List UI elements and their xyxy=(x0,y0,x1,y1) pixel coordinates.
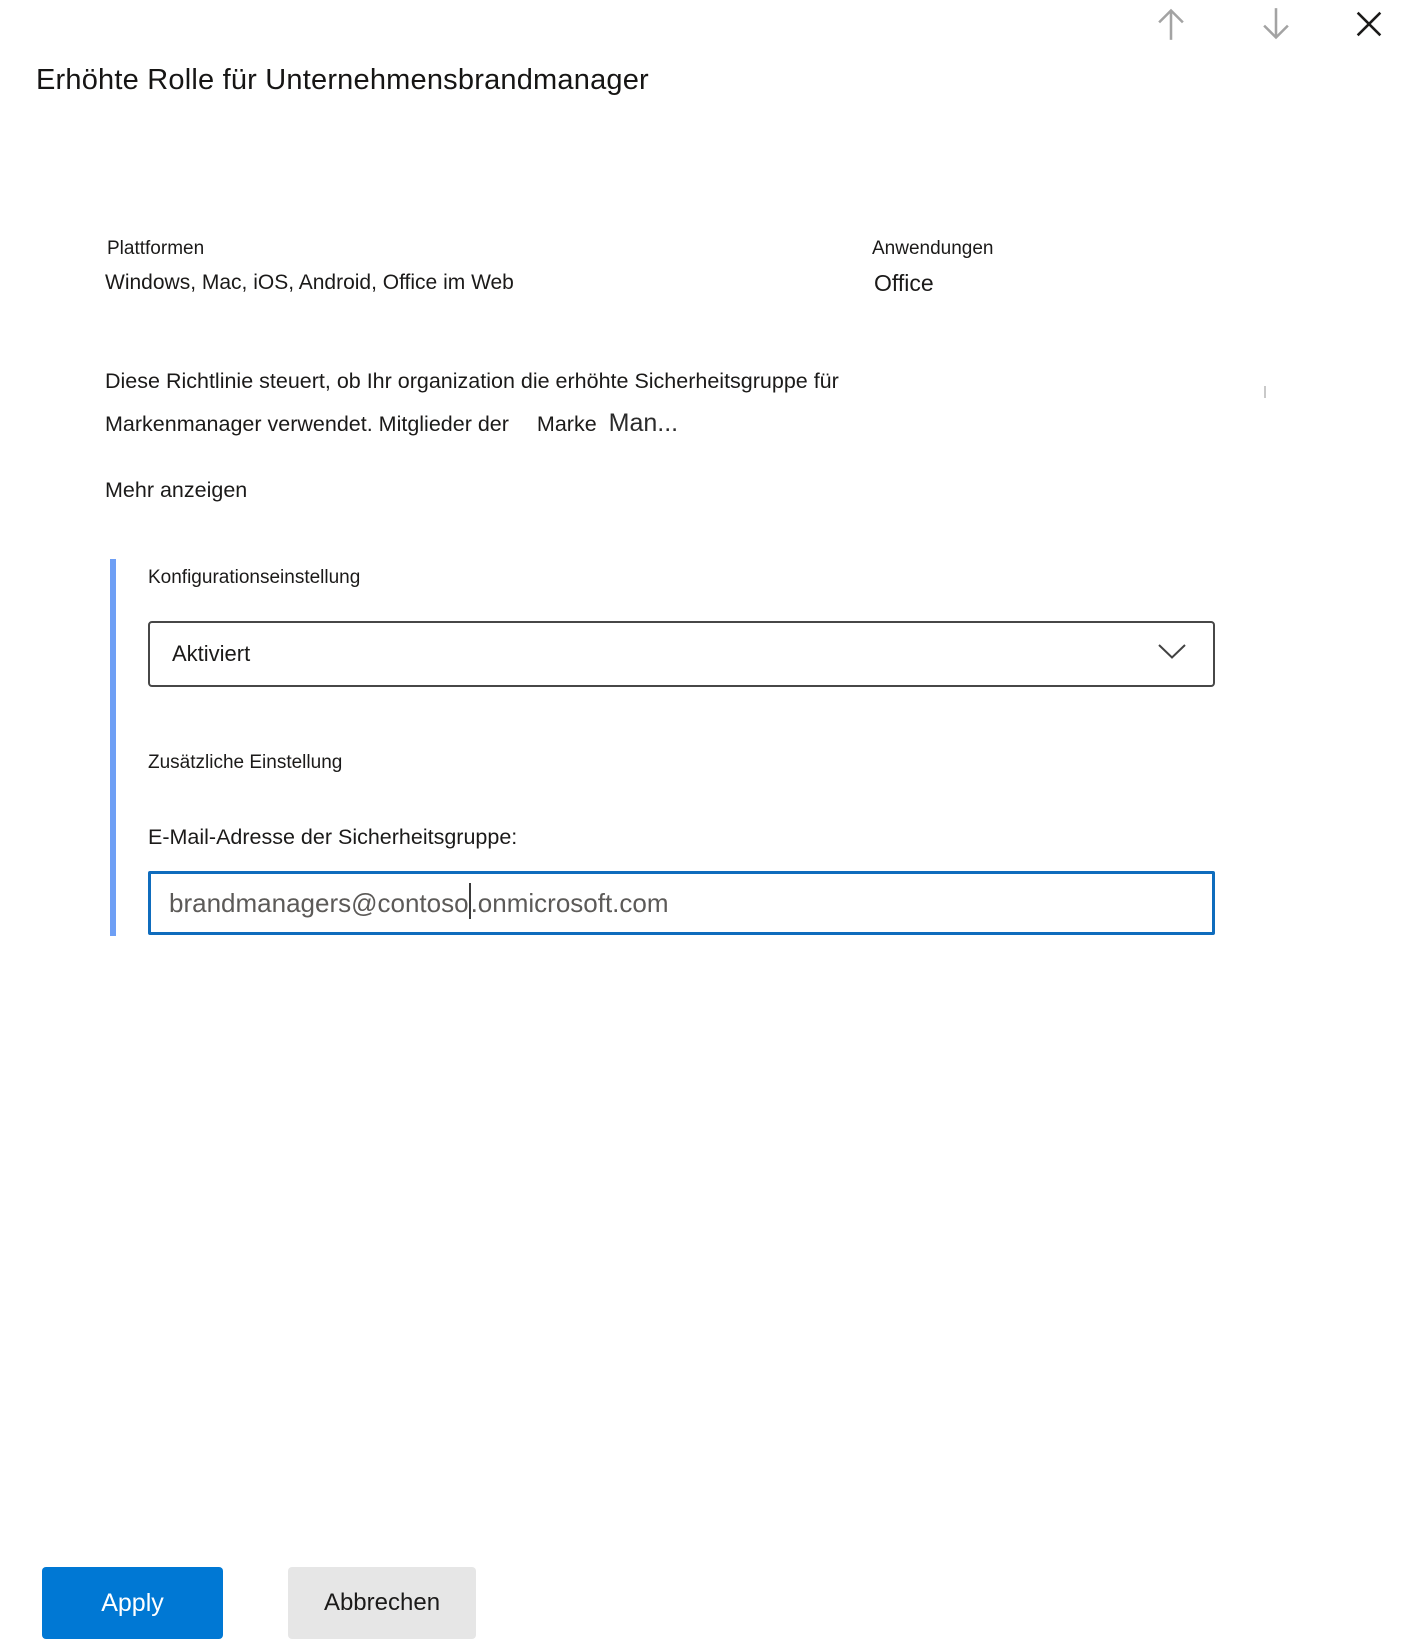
description-line-2: Markenmanager verwendet. Mitglieder der Marke Man... xyxy=(105,409,679,437)
section-accent-bar xyxy=(110,559,116,936)
text-caret xyxy=(469,883,471,919)
email-value-suffix: .onmicrosoft.com xyxy=(470,887,669,918)
page-title: Erhöhte Rolle für Unternehmensbrandmanager xyxy=(36,64,649,96)
platforms-label: Plattformen xyxy=(107,238,205,259)
scroll-down-button[interactable] xyxy=(1253,2,1299,48)
applications-value: Office xyxy=(874,270,934,296)
arrow-down-icon xyxy=(1257,4,1295,47)
truncated-text: Man... xyxy=(608,409,679,437)
configuration-setting-dropdown[interactable] xyxy=(148,621,1215,687)
cancel-button[interactable]: Abbrechen xyxy=(288,1567,476,1639)
scroll-up-button[interactable] xyxy=(1148,2,1194,48)
configuration-setting-label: Konfigurationseinstellung xyxy=(148,567,361,588)
window-controls xyxy=(0,0,1405,52)
dropdown-selected-value: Aktiviert xyxy=(172,641,251,666)
applications-label: Anwendungen xyxy=(872,238,994,259)
additional-setting-label: Zusätzliche Einstellung xyxy=(148,752,343,773)
scroll-tick-artifact xyxy=(1264,386,1266,398)
description-line-1: Diese Richtlinie steuert, ob Ihr organization die erhöhte Sicherheitsgruppe für xyxy=(105,369,839,393)
arrow-up-icon xyxy=(1152,4,1190,47)
platforms-value: Windows, Mac, iOS, Android, Office im Web xyxy=(105,271,514,294)
close-x-icon xyxy=(1352,7,1386,44)
email-address-label: E-Mail-Adresse der Sicherheitsgruppe: xyxy=(148,825,518,849)
apply-button[interactable]: Apply xyxy=(42,1567,223,1639)
security-group-email-input[interactable] xyxy=(148,871,1215,935)
show-more-link[interactable]: Mehr anzeigen xyxy=(105,478,248,502)
email-value-prefix: brandmanagers@contoso xyxy=(169,887,469,918)
close-button[interactable] xyxy=(1346,2,1392,48)
policy-description xyxy=(105,360,1105,445)
chevron-down-icon xyxy=(1157,643,1187,665)
